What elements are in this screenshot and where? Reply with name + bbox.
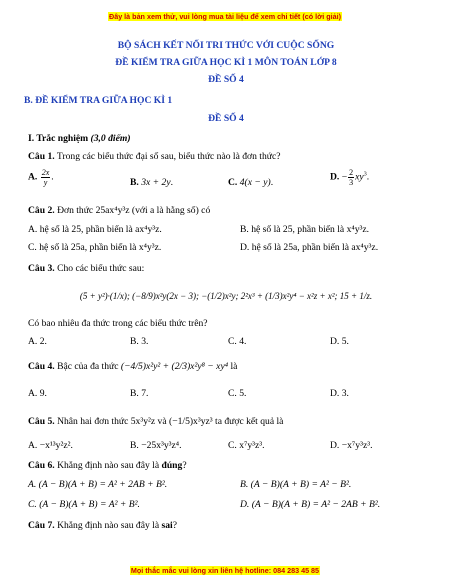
hotline-banner: Mọi thắc mắc vui lòng xin liên hệ hotline: 084 283 45 85	[130, 566, 320, 575]
q3-option-c[interactable]: C. 4.	[228, 336, 247, 347]
q2-option-d[interactable]: D. hệ số là 25a, phần biến là ax⁴y³z.	[240, 242, 379, 253]
exam-code: ĐỀ SỐ 4	[208, 74, 244, 85]
q6-option-a[interactable]: A. (A − B)(A + B) = A² + 2AB + B².	[28, 479, 168, 490]
q5-option-c[interactable]: C. x⁷y³z³.	[228, 440, 265, 451]
q6-option-b[interactable]: B. (A − B)(A + B) = A² − B².	[240, 479, 352, 490]
q4-option-d[interactable]: D. 3.	[330, 388, 349, 399]
question-6: Câu 6. Khẳng định nào sau đây là đúng?	[28, 460, 187, 471]
question-7: Câu 7. Khẳng định nào sau đây là sai?	[28, 520, 177, 531]
question-3: Câu 3. Cho các biểu thức sau:	[28, 263, 145, 274]
question-5: Câu 5. Nhân hai đơn thức 5x³y²z và (−1/5)x³yz³ ta được kết quả là	[28, 416, 284, 427]
q1-option-d[interactable]: D. − $\frac{2}{3}$ $xy^3$.	[330, 168, 370, 187]
q4-option-b[interactable]: B. 7.	[130, 388, 149, 399]
q3-expression-list: (5 + y²)·(1/x); (−8/9)x²y(2x − 3); −(1/2)x²y; 2²x³ + (1/3)x²y⁴ − x²z + x²; 15 + 1/z.	[79, 291, 373, 301]
q5-option-a[interactable]: A. −x¹³y²z².	[28, 440, 73, 451]
exam-title: ĐỀ KIỂM TRA GIỮA HỌC KÌ 1 MÔN TOÁN LỚP 8	[115, 57, 337, 68]
q4-option-c[interactable]: C. 5.	[228, 388, 247, 399]
q5-option-d[interactable]: D. −x⁷y³z³.	[330, 440, 373, 451]
q3-option-b[interactable]: B. 3.	[130, 336, 149, 347]
q1-option-a[interactable]: A. $\frac{2x}{y}$ .	[28, 168, 54, 187]
q3-question: Có bao nhiêu đa thức trong các biểu thức trên?	[28, 318, 208, 329]
q4-option-a[interactable]: A. 9.	[28, 388, 47, 399]
question-1: Câu 1. Trong các biểu thức đại số sau, biểu thức nào là đơn thức?	[28, 151, 281, 162]
q1-option-b[interactable]: B. 3x + 2y.	[130, 177, 174, 188]
book-series-title: BỘ SÁCH KẾT NỐI TRI THỨC VỚI CUỘC SỐNG	[117, 40, 335, 51]
section-b-heading: B. ĐỀ KIỂM TRA GIỮA HỌC KÌ 1	[24, 95, 173, 106]
part-1-heading: I. Trắc nghiệm (3,0 điểm)	[28, 133, 131, 144]
q3-option-d[interactable]: D. 5.	[330, 336, 349, 347]
q1-option-c[interactable]: C. 4(x − y).	[228, 177, 274, 188]
q2-option-b[interactable]: B. hệ số là 25, phần biến là x⁴y³z.	[240, 224, 370, 235]
q2-option-c[interactable]: C. hệ số là 25a, phần biến là x⁴y³z.	[28, 242, 162, 253]
q6-option-d[interactable]: D. (A − B)(A + B) = A² − 2AB + B².	[240, 499, 381, 510]
exam-code-repeat: ĐỀ SỐ 4	[208, 113, 244, 124]
question-2: Câu 2. Đơn thức 25ax⁴y³z (với a là hằng số) có	[28, 205, 211, 216]
q5-option-b[interactable]: B. −25x³y³z⁴.	[130, 440, 182, 451]
question-4: Câu 4. Bậc của đa thức (−4/5)x²y² + (2/3)x²y⁸ − xy⁴ là	[28, 361, 238, 372]
q2-option-a[interactable]: A. hệ số là 25, phần biến là ax⁴y³z.	[28, 224, 162, 235]
q3-option-a[interactable]: A. 2.	[28, 336, 47, 347]
preview-banner: Đây là bản xem thử, vui lòng mua tài liệu để xem chi tiết (có lời giải)	[109, 12, 341, 21]
q6-option-c[interactable]: C. (A − B)(A + B) = A² + B².	[28, 499, 140, 510]
